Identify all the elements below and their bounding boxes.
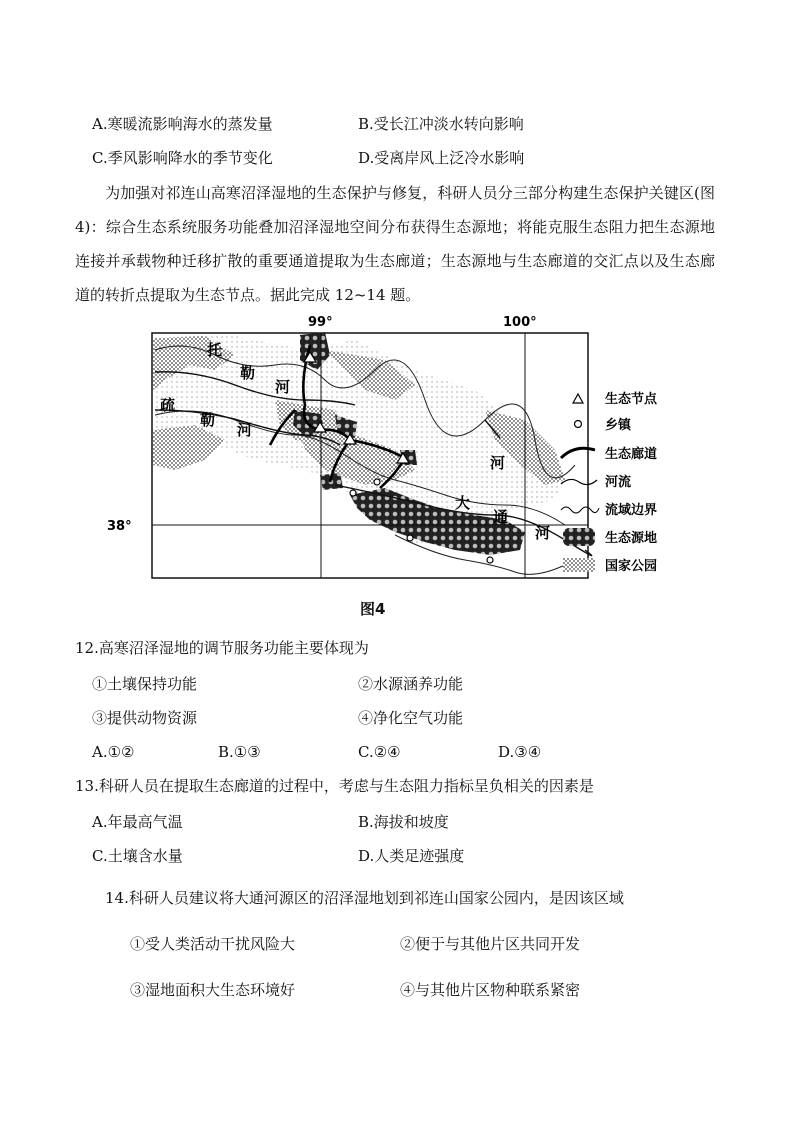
label-da-3: 河 — [535, 524, 551, 542]
prev-option-b: B.受长江冲淡水转向影响 — [358, 115, 524, 133]
intro-paragraph — [75, 176, 715, 312]
q12-stem: 12.高寒沼泽湿地的调节服务功能主要体现为 — [75, 639, 369, 657]
label-tuo-1: 托 — [207, 341, 223, 359]
q13-choice-a: A.年最高气温 — [92, 813, 183, 831]
prev-option-d: D.受离岸风上泛冷水影响 — [358, 149, 525, 167]
q12-choice-a: A.①② — [92, 743, 135, 761]
legend-river-label: 河流 — [605, 475, 632, 490]
q14-stem: 14.科研人员建议将大通河源区的沼泽湿地划到祁连山国家公园内，是因该区域 — [105, 889, 624, 907]
prev-option-a: A.寒暖流影响海水的蒸发量 — [92, 115, 273, 133]
q13-choice-d: D.人类足迹强度 — [358, 847, 465, 865]
q12-choice-b: B.①③ — [218, 743, 261, 761]
label-da-1: 大 — [455, 494, 471, 512]
q12-choice-d: D.③④ — [498, 743, 542, 761]
label-tuo-3: 河 — [275, 378, 291, 396]
figure-4-map — [95, 310, 695, 604]
town-marker — [374, 479, 380, 485]
legend-corridor-label: 生态廊道 — [605, 447, 658, 462]
q14-option-2: ②便于与其他片区共同开发 — [400, 935, 581, 953]
q12-option-1: ①土壤保持功能 — [92, 675, 198, 693]
legend-source — [563, 528, 657, 546]
town-marker — [350, 490, 356, 496]
q13-stem: 13.科研人员在提取生态廊道的过程中，考虑与生态阻力指标呈负相关的因素是 — [75, 777, 594, 795]
q12-option-4: ④净化空气功能 — [358, 709, 464, 727]
lat-38-label: 38° — [107, 519, 132, 534]
q12-option-2: ②水源涵养功能 — [358, 675, 464, 693]
label-shu-1: 疏 — [160, 396, 176, 414]
q13-choice-b: B.海拔和坡度 — [358, 813, 449, 831]
map-svg — [95, 310, 695, 600]
q14-option-3: ③湿地面积大生态环境好 — [130, 981, 296, 999]
prev-option-c: C.季风影响降水的季节变化 — [92, 149, 273, 167]
lon-99-label: 99° — [308, 315, 333, 330]
figure-caption: 图4 — [360, 600, 386, 618]
legend-town-label: 乡镇 — [605, 418, 632, 433]
legend-national-park-label: 国家公园 — [605, 559, 658, 574]
label-da-2: 通 — [493, 508, 509, 526]
q13-choice-c: C.土壤含水量 — [92, 847, 183, 865]
label-shu-3: 河 — [237, 421, 253, 439]
town-marker — [487, 557, 493, 563]
q14-option-4: ④与其他片区物种联系紧密 — [400, 981, 581, 999]
label-he-right: 河 — [490, 454, 506, 472]
legend-national-park — [563, 558, 657, 574]
q12-choice-c: C.②④ — [358, 743, 401, 761]
town-marker — [407, 535, 413, 541]
q12-option-3: ③提供动物资源 — [92, 709, 198, 727]
intro-text: 为加强对祁连山高寒沼泽湿地的生态保护与修复，科研人员分三部分构建生态保护关键区(图 4)：综合生态系统服务功能叠加沼泽湿地空间分布获得生态源地；将能克服生态阻力把生态源地连接并承载物种迁移扩散的重要通道提取为生态廊道；生态源地与生态廊道的交汇点以及生态廊道的转折点提取为生态节点。据此完成 12~14 题。 — [75, 184, 715, 304]
q14-option-1: ①受人类活动干扰风险大 — [130, 935, 296, 953]
lon-100-label: 100° — [503, 315, 537, 330]
legend-source-label: 生态源地 — [605, 531, 658, 546]
legend-basin-boundary-label: 流域边界 — [605, 503, 658, 518]
legend-eco-node-label: 生态节点 — [605, 392, 658, 407]
label-tuo-2: 勒 — [240, 364, 256, 382]
label-shu-2: 勒 — [200, 411, 216, 429]
